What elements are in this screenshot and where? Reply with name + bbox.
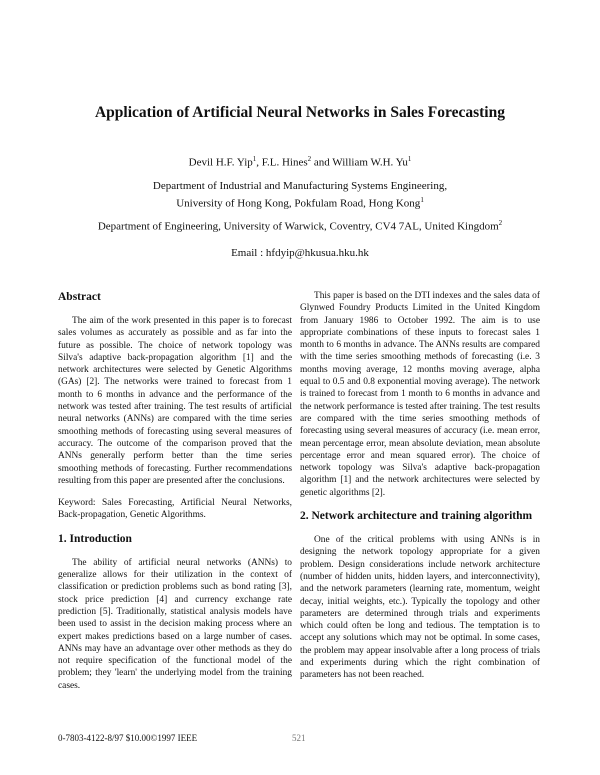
page-number: 521 — [292, 733, 306, 743]
author-1-sup: 1 — [252, 155, 257, 163]
abstract-heading: Abstract — [58, 291, 101, 303]
affiliation-1-line-2: University of Hong Kong, Pokfulam Road, Hong Kong — [176, 197, 421, 210]
intro-heading: 1. Introduction — [58, 532, 132, 545]
affiliation-1-sup: 1 — [420, 196, 424, 204]
contact-email: Email : hfdyip@hkusua.hku.hk — [231, 247, 369, 259]
copyright-line: 0-7803-4122-8/97 $10.00©1997 IEEE — [58, 733, 198, 743]
right-column — [300, 290, 540, 682]
author-1: Devil H.F. Yip — [188, 156, 253, 169]
keywords: Keyword: Sales Forecasting, Artificial Neural Networks, Back-propagation, Genetic Algorithms. — [58, 498, 292, 521]
author-2: , F.L. Hines — [256, 156, 308, 169]
affiliation-1-line-1: Department of Industrial and Manufacturing Systems Engineering, — [152, 180, 448, 192]
abstract-text: The aim of the work presented in this paper is to forecast sales volumes as accurately as possible and as far into the future as possible. The choice of network topology was Silva's adaptive back-propagation algorithm [1] and the network architectures were selected by Genetic Algorithms (GAs) [2]. The networks were trained to forecast from 1 month to 6 months in advance and the performance of the network was tested after training. The test results of artificial neural networks (ANNs) are compared with the time series smoothing methods of forecasting using several measures of accuracy. The outcome of the comparison proved that the ANNs generally perform better than the time series smoothing methods of forecasting. Further recommendations resulting from this paper are presented after the conclusions. — [58, 316, 292, 486]
affiliation-1 — [0, 179, 600, 211]
affiliation-2 — [0, 219, 600, 233]
paper-title: Application of Artificial Neural Networks in Sales Forecasting — [94, 104, 505, 121]
author-3: and William W.H. Yu — [311, 156, 408, 169]
section-2-heading: 2. Network architecture and training algorithm — [300, 510, 533, 523]
author-list — [0, 155, 600, 169]
author-3-sup: 1 — [407, 155, 412, 163]
right-paragraph-1: This paper is based on the DTI indexes and the sales data of Glynwed Foundry Products Limited in the United Kingdom from January 1986 to October 1992. The aim is to use appropriate combinations of these inputs to forecast sales 1 month to 6 months in advance. The ANNs results are compared with the time series smoothing methods of forecasting (i.e. 3 months moving average, 12 months moving average, alpha equal to 0.5 and 0.8 exponential moving average). The network is trained to forecast from 1 month to 6 months in advance and the network performance is tested after training. The test results are compared with the time series smoothing methods of forecasting using several measures of accuracy (i.e. mean error, mean percentage error, mean absolute deviation, mean absolute percentage error and mean squared error). The choice of network topology was Silva's adaptive back-propagation algorithm [1] and the network architectures were selected by genetic algorithms [2]. — [300, 291, 540, 498]
left-column — [58, 290, 292, 692]
author-2-sup: 2 — [307, 155, 312, 163]
section-2-text: One of the critical problems with using ANNs is in designing the network topology appropriate for a given problem. Design considerations include network architecture (number of hidden units, hidden layers, and interconnectivity), and the network parameters (learning rate, momentum, weight decay, initial weights, etc.). Typically the topology and other parameters are determined through trials and experiments which could often be long and tedious. The temptation is to accept any solutions which may not be optimal. In some cases, the problem may appear insolvable after a long process of trials and experiments during which the right combination of parameters has not been reached. — [300, 535, 540, 681]
affiliation-2-text: Department of Engineering, University of Warwick, Coventry, CV4 7AL, United Kingdom — [97, 220, 499, 233]
intro-text: The ability of artificial neural networks (ANNs) to generalize allows for their utilization in the context of classification or prediction problems such as bond rating [3], stock price prediction [4] and currency exchange rate prediction [5]. Traditionally, statistical analysis models have been used to assist in the decision making process where an expert makes predictions based on a large number of cases. ANNs may have an advantage over other methods as they do not require specification of the functional model of the problem; they 'learn' the underlying model from the training cases. — [58, 557, 292, 691]
affiliation-2-sup: 2 — [498, 219, 503, 227]
